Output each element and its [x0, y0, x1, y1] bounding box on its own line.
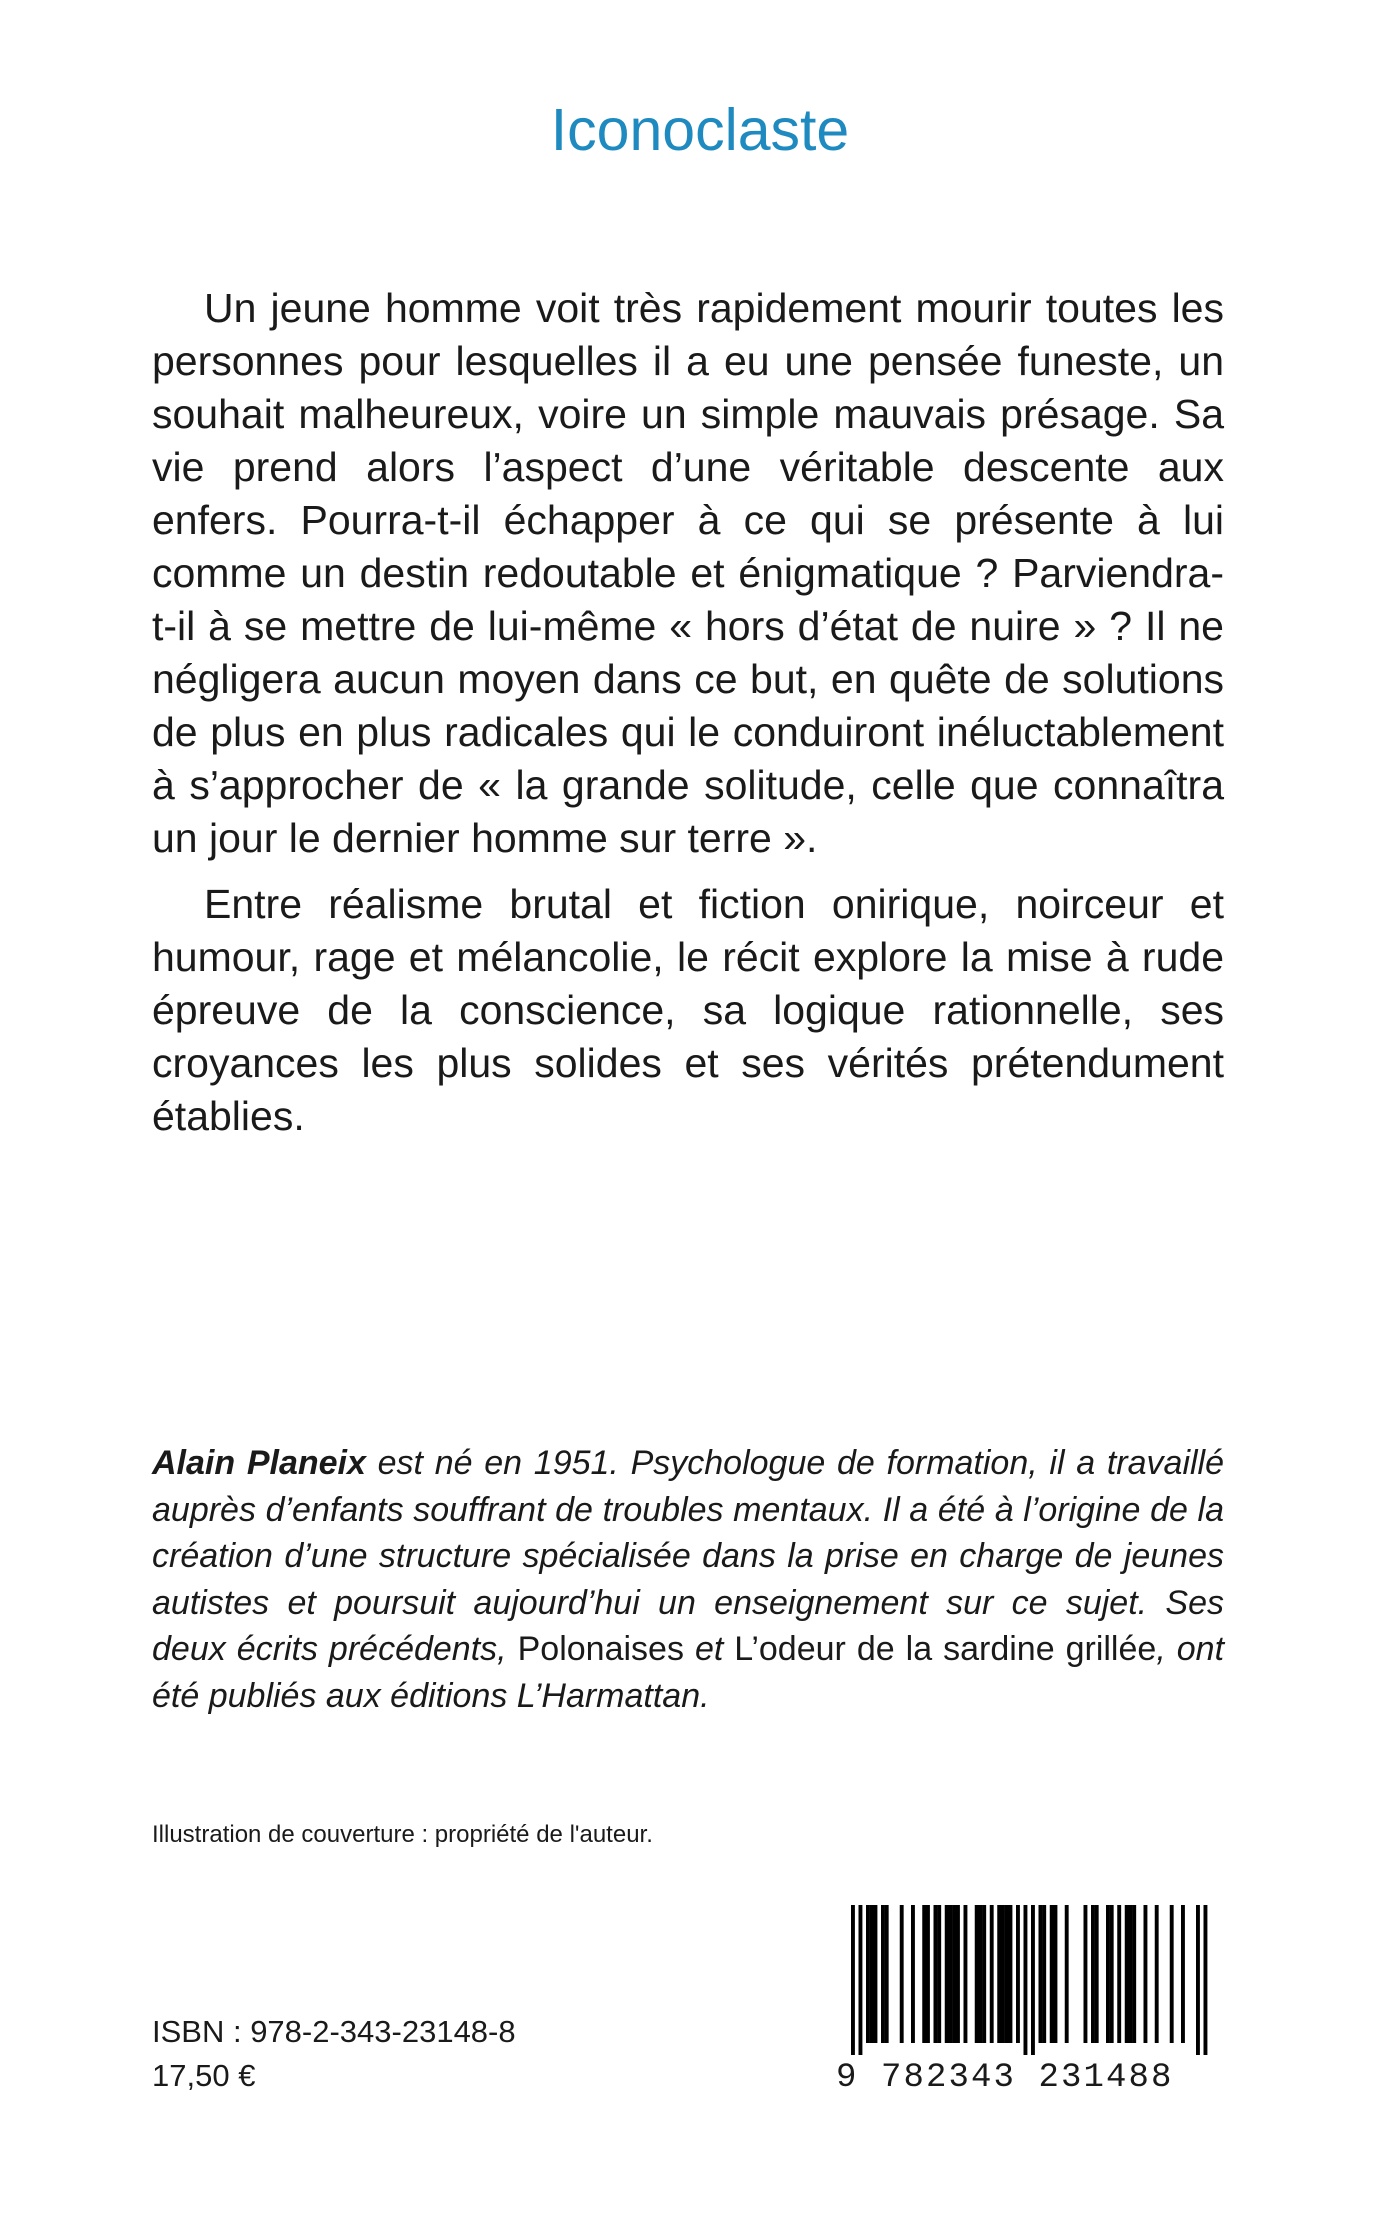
- barcode-bar: [1091, 1905, 1095, 2043]
- author-bio: [152, 1440, 1224, 1719]
- barcode-digits: 9 782343 231488: [836, 2059, 1174, 2097]
- barcode-bar: [945, 1905, 949, 2043]
- barcode-bar: [1084, 1905, 1088, 2043]
- barcode-bar: [1050, 1905, 1054, 2043]
- barcode-bar: [874, 1905, 878, 2043]
- cover-illustration-credit: Illustration de couverture : propriété de l'auteur.: [152, 1821, 653, 1848]
- barcode-bar: [1031, 1905, 1035, 2055]
- barcode-bar: [1110, 1905, 1114, 2043]
- barcode-bar: [1129, 1905, 1133, 2043]
- barcode-bar: [851, 1905, 855, 2055]
- barcode-bar: [1095, 1905, 1099, 2043]
- barcode-bar: [926, 1905, 930, 2043]
- barcode-bar: [1106, 1905, 1110, 2043]
- barcode-bar: [881, 1905, 885, 2043]
- barcode-bar: [870, 1905, 874, 2043]
- barcode-bar: [1054, 1905, 1058, 2043]
- barcode-bar: [1132, 1905, 1136, 2043]
- barcode-bar: [1125, 1905, 1129, 2043]
- barcode-bar: [1001, 1905, 1005, 2043]
- blurb-paragraph: Un jeune homme voit très rapidement mourir toutes les personnes pour lesquelles il a eu une pensée funeste, un souhait malheureux, voire un simple mauvais présage. Sa vie prend alors l’aspect d’une véritable descente aux enfers. Pourra-t-il échapper à ce qui se présente à lui comme un destin redoutable et énigmatique ? Parviendra-t-il à se mettre de lui-même « hors d’état de nuire » ? Il ne négligera aucun moyen dans ce but, en quête de solutions de plus en plus radicales qui le conduiront inéluctablement à s’approcher de « la grande solitude, celle que connaîtra un jour le dernier homme sur terre ».: [152, 285, 1224, 861]
- book-title: Iconoclaste: [550, 97, 850, 163]
- barcode-bar: [1196, 1905, 1200, 2055]
- barcode-bar: [1065, 1905, 1069, 2043]
- barcode-bar: [885, 1905, 889, 2043]
- barcode-bar: [1016, 1905, 1020, 2043]
- barcode-bar: [1005, 1905, 1009, 2043]
- barcode-bar: [937, 1905, 941, 2043]
- barcode-bar: [934, 1905, 938, 2043]
- barcode-bar: [1181, 1905, 1185, 2043]
- bio-text: et: [683, 1630, 735, 1668]
- barcode-bar: [997, 1905, 1001, 2043]
- barcode-bar: [1204, 1905, 1208, 2055]
- isbn: ISBN : 978-2-343-23148-8: [152, 2014, 516, 2049]
- barcode-bar: [859, 1905, 863, 2055]
- barcode-bar: [922, 1905, 926, 2043]
- barcode-bar: [1155, 1905, 1159, 2043]
- previous-book-title: L’odeur de la sardine grillée: [734, 1630, 1157, 1668]
- bio-text: est né en 1951. Psychologue de formation, il a travaillé auprès d’enfants souffrant de troubles mentaux. Il a été à l’origine de la création d’une structure spécialisée dans la prise en charge de jeunes autistes et poursuit aujourd’hui un enseignement sur ce sujet. Ses deux écrits précédents,: [152, 1444, 1225, 1668]
- barcode-bar: [1024, 1905, 1028, 2055]
- barcode-bar: [1144, 1905, 1148, 2043]
- blurb-paragraph: Entre réalisme brutal et fiction onirique, noirceur et humour, rage et mélancolie, le récit explore la mise à rude épreuve de la conscience, sa logique rationnelle, ses croyances les plus solides et ses vérités prétendument établies.: [152, 881, 1224, 1139]
- price: 17,50 €: [152, 2058, 256, 2093]
- barcode-bars: [836, 1905, 1224, 2055]
- barcode-bar: [1039, 1905, 1043, 2043]
- barcode-bar: [982, 1905, 986, 2043]
- bio-text: , ont été publiés aux éditions L’Harmattan.: [152, 1630, 1225, 1715]
- barcode-bar: [911, 1905, 915, 2043]
- barcode-bar: [1042, 1905, 1046, 2043]
- barcode-bar: [866, 1905, 870, 2043]
- barcode-bar: [1009, 1905, 1013, 2043]
- barcode-bar: [1170, 1905, 1174, 2043]
- barcode-bar: [956, 1905, 960, 2043]
- barcode-bar: [1117, 1905, 1121, 2043]
- barcode-bar: [900, 1905, 904, 2043]
- barcode-bar: [990, 1905, 994, 2043]
- barcode-bar: [952, 1905, 956, 2043]
- previous-book-title: Polonaises: [517, 1630, 684, 1668]
- back-cover-blurb: [152, 282, 1224, 1143]
- author-name: Alain Planeix: [152, 1444, 366, 1482]
- barcode-bar: [975, 1905, 979, 2043]
- barcode-bar: [964, 1905, 968, 2043]
- barcode-bar: [979, 1905, 983, 2043]
- barcode-bar: [949, 1905, 953, 2043]
